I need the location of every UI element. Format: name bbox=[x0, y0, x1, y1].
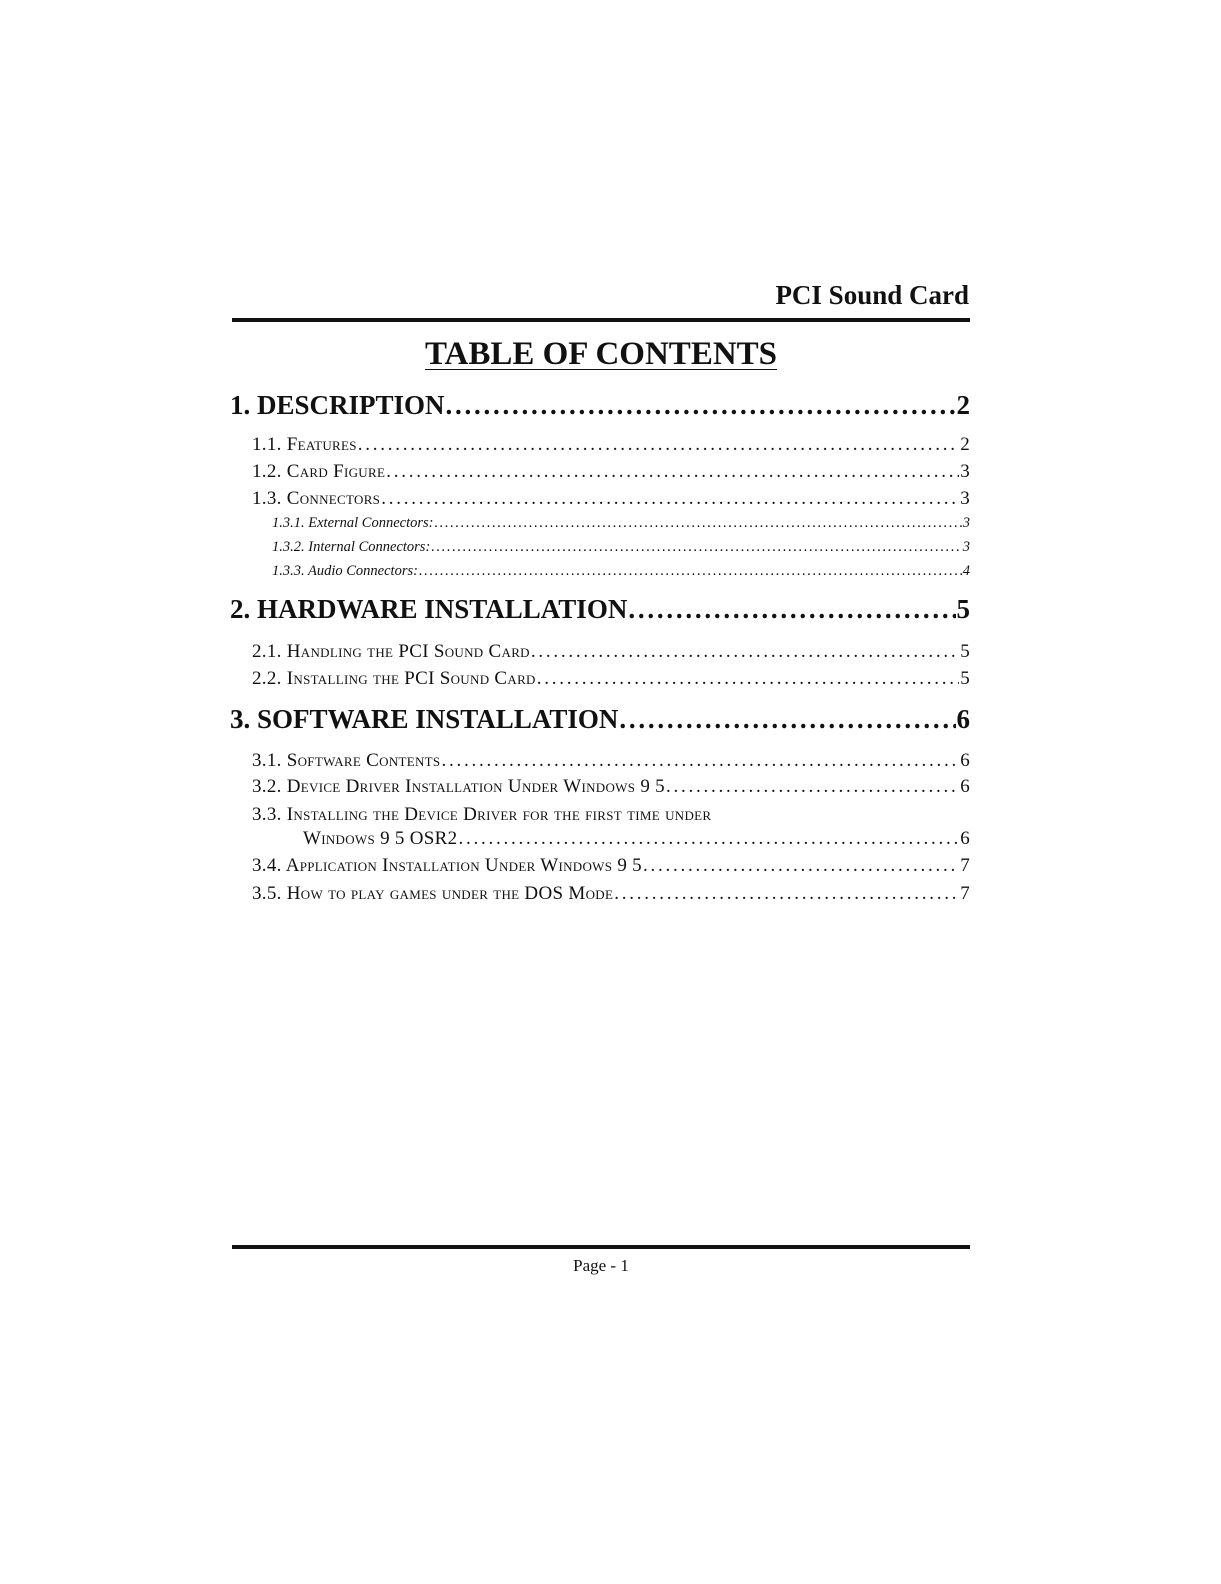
toc-page-number: 3 bbox=[962, 515, 970, 531]
toc-section-label: 2. HARDWARE INSTALLATION bbox=[230, 594, 628, 624]
dot-leader bbox=[358, 434, 959, 456]
toc-section-3[interactable] bbox=[230, 704, 970, 738]
toc-section-1[interactable] bbox=[230, 390, 970, 424]
dot-leader bbox=[614, 883, 959, 905]
toc-page-number: 4 bbox=[962, 563, 970, 579]
dot-leader bbox=[381, 488, 959, 510]
toc-page-number: 5 bbox=[960, 668, 970, 689]
dot-leader bbox=[643, 855, 959, 877]
toc-subsection-3-3[interactable] bbox=[303, 828, 970, 852]
toc-page-number: 2 bbox=[956, 390, 970, 420]
toc-subsection-2-2[interactable] bbox=[252, 668, 970, 692]
toc-subsection-label: 2.1. Handling the PCI Sound Card bbox=[252, 641, 530, 662]
footer-rule bbox=[232, 1245, 970, 1249]
toc-subsection-label: 1.3. Connectors bbox=[252, 488, 381, 509]
toc-subsection-1-2[interactable] bbox=[252, 461, 970, 485]
toc-section-2[interactable] bbox=[230, 594, 970, 628]
dot-leader bbox=[531, 641, 959, 663]
toc-subsection-label: 3.1. Software Contents bbox=[252, 750, 441, 771]
toc-subsubsection-label: 1.3.2. Internal Connectors: bbox=[272, 539, 431, 555]
toc-subsection-continuation: Windows 9 5 OSR2 bbox=[303, 828, 458, 849]
dot-leader bbox=[619, 704, 955, 735]
toc-subsubsection-1-3-3[interactable] bbox=[272, 563, 970, 582]
toc-heading-text: TABLE OF CONTENTS bbox=[424, 336, 778, 372]
toc-subsubsection-label: 1.3.1. External Connectors: bbox=[272, 515, 434, 531]
toc-subsection-1-3[interactable] bbox=[252, 488, 970, 512]
toc-page-number: 5 bbox=[960, 641, 970, 662]
toc-subsection-label: 3.2. Device Driver Installation Under Windows 9 5 bbox=[252, 776, 665, 797]
dot-leader bbox=[458, 828, 959, 850]
toc-subsection-3-5[interactable] bbox=[252, 883, 970, 907]
toc-subsection-3-4[interactable] bbox=[252, 855, 970, 879]
toc-section-label: 1. DESCRIPTION bbox=[230, 390, 445, 420]
dot-leader bbox=[419, 563, 962, 580]
toc-subsection-3-1[interactable] bbox=[252, 750, 970, 774]
toc-page-number: 2 bbox=[960, 434, 970, 455]
page-number-footer: Page - 1 bbox=[573, 1256, 629, 1275]
toc-subsection-label: 3.5. How to play games under the DOS Mode bbox=[252, 883, 614, 904]
toc-page-number: 6 bbox=[960, 750, 970, 771]
toc-subsubsection-label: 1.3.3. Audio Connectors: bbox=[272, 563, 418, 579]
document-header-title: PCI Sound Card bbox=[775, 280, 969, 310]
toc-page-number: 6 bbox=[956, 704, 970, 734]
toc-subsection-label: 1.2. Card Figure bbox=[252, 461, 386, 482]
toc-subsection-label: 2.2. Installing the PCI Sound Card bbox=[252, 668, 536, 689]
dot-leader bbox=[537, 668, 959, 690]
toc-subsubsection-1-3-2[interactable] bbox=[272, 539, 970, 558]
toc-page-number: 3 bbox=[960, 461, 970, 482]
toc-subsection-3-2[interactable] bbox=[252, 776, 970, 800]
toc-subsection-2-1[interactable] bbox=[252, 641, 970, 665]
dot-leader bbox=[386, 461, 959, 483]
dot-leader bbox=[441, 750, 959, 772]
toc-page-number: 6 bbox=[960, 828, 970, 849]
toc-subsection-label: 3.4. Application Installation Under Windows 9 5 bbox=[252, 855, 642, 876]
dot-leader bbox=[431, 539, 961, 556]
toc-page-number: 7 bbox=[960, 855, 970, 876]
dot-leader bbox=[435, 515, 962, 532]
dot-leader bbox=[666, 776, 959, 798]
toc-section-label: 3. SOFTWARE INSTALLATION bbox=[230, 704, 619, 734]
toc-page-number: 5 bbox=[956, 594, 970, 624]
toc-subsection-label: 1.1. Features bbox=[252, 434, 357, 455]
toc-page-number: 6 bbox=[960, 776, 970, 797]
toc-page-number: 3 bbox=[962, 539, 970, 555]
toc-page-number: 3 bbox=[960, 488, 970, 509]
toc-subsubsection-1-3-1[interactable] bbox=[272, 515, 970, 534]
dot-leader bbox=[446, 390, 956, 421]
toc-subsection-1-1[interactable] bbox=[252, 434, 970, 458]
toc-subsection-3-3-line1[interactable]: 3.3. Installing the Device Driver for the first time under bbox=[252, 804, 712, 825]
toc-page-number: 7 bbox=[960, 883, 970, 904]
dot-leader bbox=[628, 594, 955, 625]
